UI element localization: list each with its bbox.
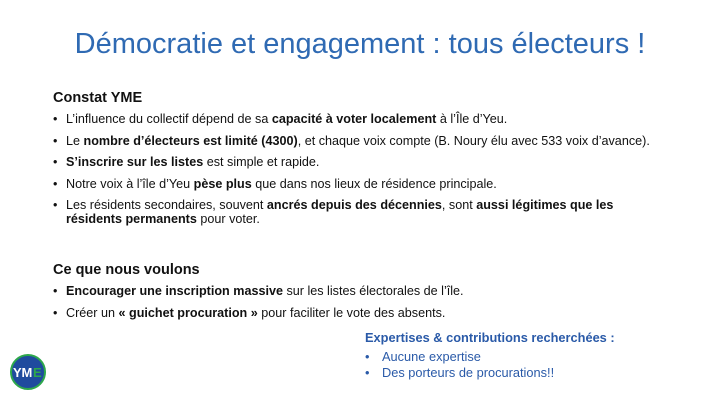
- svg-text:Y: Y: [13, 365, 22, 380]
- constat-list: [53, 112, 663, 226]
- bullet-item: • Le nombre d’électeurs est limité (4300), et chaque voix compte (B. Noury élu avec 533 voix d’avance).: [53, 134, 663, 148]
- svg-text:E: E: [33, 365, 42, 380]
- expertise-item: • Aucune expertise: [365, 349, 685, 364]
- bullet-item: • Notre voix à l’île d’Yeu pèse plus que dans nos lieux de résidence principale.: [53, 177, 663, 191]
- expertise-list: [365, 349, 685, 380]
- bullet-item: • S’inscrire sur les listes est simple et rapide.: [53, 155, 663, 169]
- expertise-box: [365, 330, 685, 381]
- yme-logo-mark: [13, 364, 43, 380]
- expertise-item: • Des porteurs de procurations!!: [365, 365, 685, 380]
- slide-title: Démocratie et engagement : tous électeurs !: [74, 28, 646, 60]
- voulons-heading: Ce que nous voulons: [53, 262, 200, 278]
- constat-section: [53, 90, 663, 234]
- bullet-item: • Les résidents secondaires, souvent ancrés depuis des décennies, sont aussi légitimes que les résidents permanents pour voter.: [53, 198, 663, 226]
- expertise-heading: Expertises & contributions recherchées :: [365, 330, 615, 345]
- svg-text:M: M: [21, 365, 33, 380]
- voulons-list: [53, 284, 663, 320]
- yme-logo: [10, 354, 46, 390]
- bullet-item: • Encourager une inscription massive sur les listes électorales de l’île.: [53, 284, 663, 298]
- constat-heading: Constat YME: [53, 90, 143, 106]
- voulons-section: [53, 262, 663, 327]
- bullet-item: • Créer un « guichet procuration » pour faciliter le vote des absents.: [53, 306, 663, 320]
- bullet-item: • L’influence du collectif dépend de sa capacité à voter localement à l’Île d’Yeu.: [53, 112, 663, 126]
